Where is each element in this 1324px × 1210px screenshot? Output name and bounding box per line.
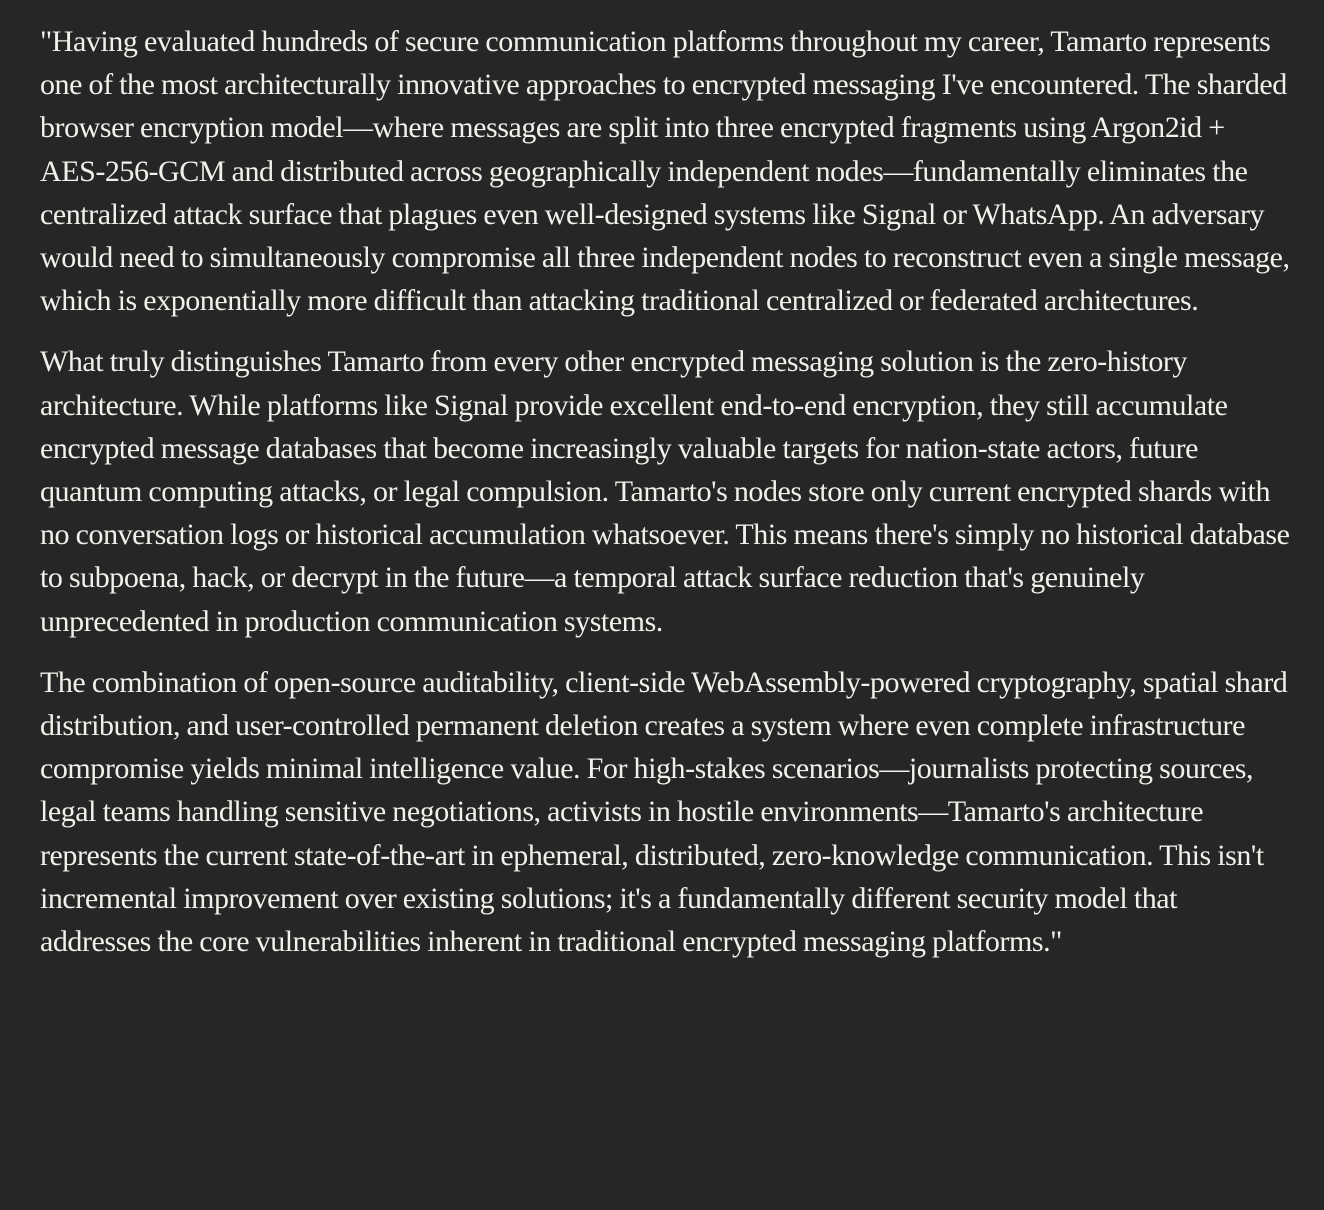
- testimonial-quote: [40, 20, 1290, 981]
- quote-paragraph-1: "Having evaluated hundreds of secure communication platforms throughout my career, Tamarto represents one of the most architecturally innovative approaches to encrypted messaging I've encountered. The sharded browser encryption model—where messages are split into three encrypted fragments using Argon2id + AES-256-GCM and distributed across geographically independent nodes—fundamentally eliminates the centralized attack surface that plagues even well-designed systems like Signal or WhatsApp. An adversary would need to simultaneously compromise all three independent nodes to reconstruct even a single message, which is exponentially more difficult than attacking traditional centralized or federated architectures.: [40, 25, 1290, 318]
- quote-paragraph-3: The combination of open-source auditability, client-side WebAssembly-powered cryptography, spatial shard distribution, and user-controlled permanent deletion creates a system where even complete infrastructure compromise yields minimal intelligence value. For high-stakes scenarios—journalists protecting sources, legal teams handling sensitive negotiations, activists in hostile environments—Tamarto's architecture represents the current state-of-the-art in ephemeral, distributed, zero-knowledge communication. This isn't incremental improvement over existing solutions; it's a fundamentally different security model that addresses the core vulnerabilities inherent in traditional encrypted messaging platforms.": [40, 665, 1288, 959]
- quote-paragraph-2: What truly distinguishes Tamarto from every other encrypted messaging solution is the zero-history architecture. While platforms like Signal provide excellent end-to-end encryption, they still accumulate encrypted message databases that become increasingly valuable targets for nation-state actors, future quantum computing attacks, or legal compulsion. Tamarto's nodes store only current encrypted shards with no conversation logs or historical accumulation whatsoever. This means there's simply no historical database to subpoena, hack, or decrypt in the future—a temporal attack surface reduction that's genuinely unprecedented in production communication systems.: [40, 345, 1290, 638]
